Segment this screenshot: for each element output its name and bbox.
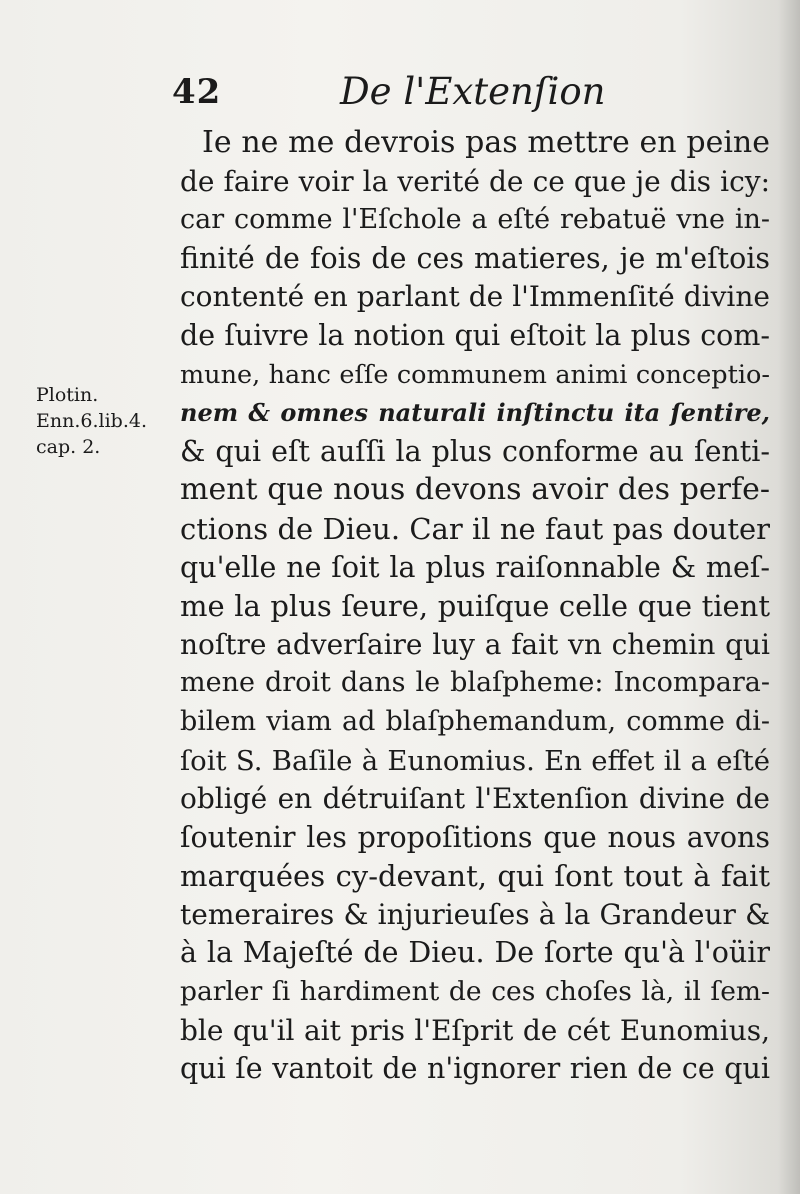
text-line: me la plus ſeure, puiſque celle que tient (180, 589, 770, 624)
margin-note-line: Plotin. (36, 384, 99, 406)
text-line: de ſuivre la notion qui eſtoit la plus com- (180, 318, 770, 352)
text-line: qu'elle ne ſoit la plus raiſonnable & meſ- (180, 550, 770, 584)
margin-note-line: Enn.6.lib.4. (36, 410, 147, 432)
text-line: ment que nous devons avoir des perfe- (180, 472, 770, 508)
text-line-italic: nem & omnes naturali inſtinctu ita ſentire, (180, 398, 770, 428)
body-text (180, 124, 770, 1089)
text-line: ble qu'il ait pris l'Eſprit de cét Eunomius, (180, 1013, 770, 1047)
margin-note (36, 382, 147, 460)
text-line: car comme l'Eſchole a eſté rebatuë vne in- (180, 204, 770, 236)
text-line: Ie ne me devrois pas mettre en peine (202, 125, 770, 160)
text-line: mune, hanc eſſe communem animi conceptio- (180, 359, 770, 390)
text-line: obligé en détruiſant l'Extenſion divine de (180, 782, 770, 816)
text-line: marquées cy-devant, qui ſont tout à fait (180, 859, 770, 894)
text-line: ctions de Dieu. Car il ne faut pas douter (180, 511, 770, 546)
text-line: de faire voir la verité de ce que je dis icy: (180, 164, 770, 198)
text-line: mene droit dans le blaſpheme: Incompara- (180, 667, 770, 699)
text-line: finité de fois de ces matieres, je m'eſtois (180, 241, 770, 275)
text-line: & qui eſt auſſi la plus conforme au ſenti- (180, 434, 770, 468)
text-line: contenté en parlant de l'Immenſité divine (180, 280, 770, 314)
margin-note-line: cap. 2. (36, 436, 101, 458)
text-line: bilem viam ad blaſphemandum, comme di- (180, 705, 770, 737)
text-line: parler ſi hardiment de ces choſes là, il ſem- (180, 976, 770, 1008)
text-line: noſtre adverſaire luy a fait vn chemin qui (180, 627, 770, 661)
page-edge-shadow (778, 0, 800, 1194)
text-line: à la Majeſté de Dieu. De ſorte qu'à l'oüir (180, 936, 770, 970)
page-number: 42 (172, 72, 222, 112)
text-line: qui ſe vantoit de n'ignorer rien de ce qui (180, 1052, 770, 1086)
running-title: De l'Extenſion (340, 70, 606, 113)
text-line: ſoutenir les propoſitions que nous avons (180, 820, 770, 854)
text-line: temeraires & injurieuſes à la Grandeur & (180, 897, 770, 931)
text-line: ſoit S. Baſile à Eunomius. En effet il a eſté (180, 744, 770, 777)
